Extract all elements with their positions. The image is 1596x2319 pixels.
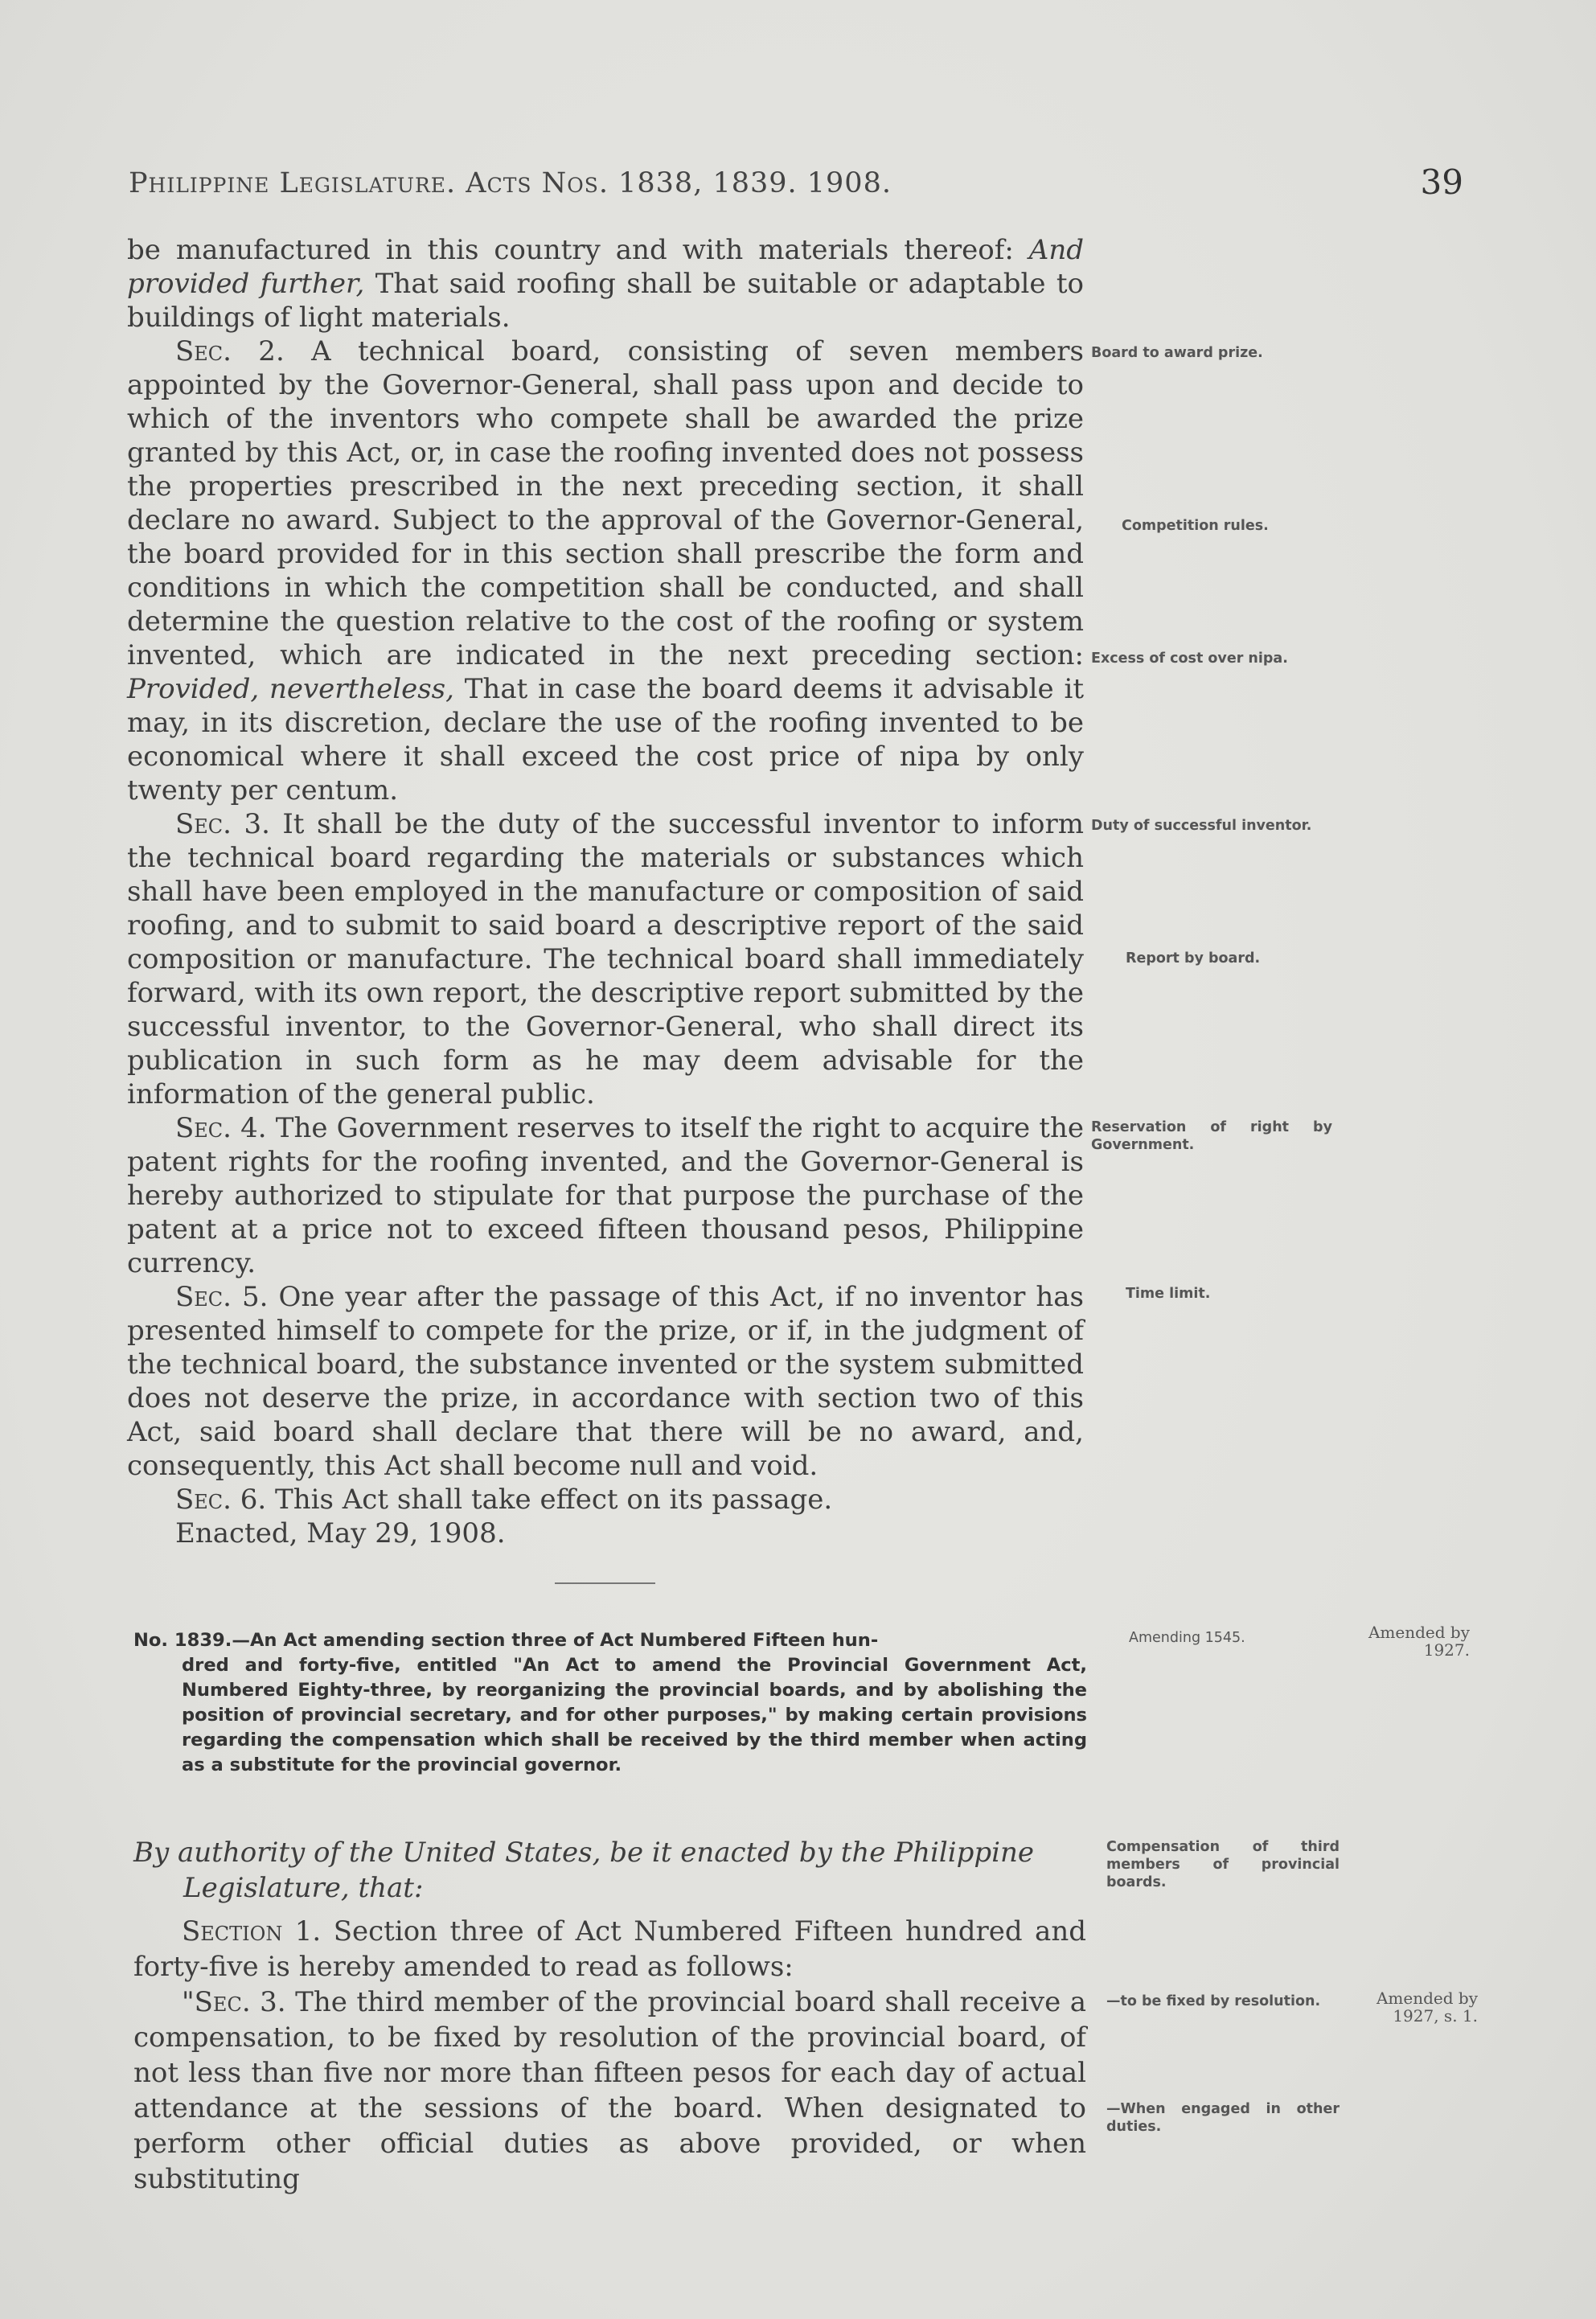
- margin-note-reservation: Reservation of right by Government.: [1091, 1119, 1332, 1153]
- margin-note-time-limit: Time limit.: [1126, 1286, 1211, 1302]
- margin-note-duty: Duty of successful inventor.: [1091, 818, 1312, 834]
- margin-note-compensation: Compensation of third members of provincial boards.: [1106, 1839, 1340, 1890]
- act-1838-continuation: [127, 233, 1084, 1550]
- margin-note-engaged: —When engaged in other duties.: [1106, 2101, 1340, 2135]
- section-4: Sec. 4. The Government reserves to itself the right to acquire the patent rights for the roofing invented, and the Governor-General is hereby authorized to stipulate for that purpose the purchase of the patent at a price not to exceed fifteen thousand pesos, Philippine currency.: [127, 1112, 1084, 1279]
- section-divider: [555, 1582, 655, 1584]
- section-3: Sec. 3. It shall be the duty of the successful inventor to inform the technical board regarding the materials or substances which shall have been employed in the manufacture or composition of said roofing, and to submit to said board a descriptive report of the said composition or manufacture. The technical board shall immediately forward, with its own report, the descriptive report submitted by the successful inventor, to the Governor-General, who shall direct its publication in such form as he may deem advisable for the information of the general public.: [127, 808, 1084, 1110]
- act-1839-body: [133, 1914, 1086, 2197]
- margin-note-excess: Excess of cost over nipa.: [1091, 651, 1288, 667]
- enacting-clause: By authority of the United States, be it enacted by the Philippine Legislature, that:: [133, 1837, 1035, 1904]
- margin-note-competition: Competition rules.: [1122, 518, 1269, 534]
- running-head: Philippine Legislature. Acts Nos. 1838, 1839. 1908.: [129, 167, 892, 199]
- amended-stamp-section: Amended by 1927, s. 1.: [1376, 1989, 1478, 2026]
- amended-stamp: Amended by 1927.: [1368, 1623, 1470, 1660]
- act-1839-title: No. 1839.—An Act amending section three of Act Numbered Fifteen hun- dred and forty-five, entitled "An Act to amend the Provincial Government Act, Numbered Eighty-three, by reorganizing the provincial boards, and by abolishing the position of provincial secretary, and for other purposes," by making certain provisions regarding the compensation which shall be received by the third member when acting as a substitute for the provincial governor.: [133, 1630, 1087, 1775]
- section-6: Sec. 6. This Act shall take effect on its passage.: [175, 1484, 833, 1516]
- margin-note-fixed: —to be fixed by resolution.: [1106, 1993, 1321, 2009]
- section-5: Sec. 5. One year after the passage of this Act, if no inventor has presented himself to compete for the prize, or if, in the judgment of the technical board, the substance invented or the system submitted does not deserve the prize, in accordance with section two of this Act, said board shall declare that there will be no award, and, consequently, this Act shall become null and void.: [127, 1281, 1084, 1482]
- paragraph-prize-conditions: be manufactured in this country and with materials thereof: And provided further, That said roofing shall be suitable or adaptable to buildings of light materials.: [127, 234, 1084, 334]
- margin-note-report: Report by board.: [1126, 950, 1261, 967]
- margin-note-board-award: Board to award prize.: [1091, 345, 1263, 361]
- page-number: 39: [1420, 162, 1463, 202]
- margin-note-amending: Amending 1545.: [1129, 1630, 1245, 1646]
- page-header: [129, 162, 1463, 207]
- enacted-date: Enacted, May 29, 1908.: [175, 1517, 506, 1549]
- amended-section-3: "Sec. 3. The third member of the provincial board shall receive a compensation, to be fixed by resolution of the provincial board, of not less than five nor more than fifteen pesos for each day of actual attendance at the sessions of the board. When designated to perform other official duties as above provided, or when substituting: [133, 1986, 1087, 2195]
- section-1: Section 1. Section three of Act Numbered Fifteen hundred and forty-five is hereby amended to read as follows:: [133, 1915, 1086, 1983]
- section-2: Sec. 2. A technical board, consisting of seven members appointed by the Governor-General, shall pass upon and decide to which of the inventors who compete shall be awarded the prize granted by this Act, or, in case the roofing invented does not possess the properties prescribed in the next preceding section, it shall declare no award. Subject to the approval of the Governor-General, the board provided for in this section shall prescribe the form and conditions in which the competition shall be conducted, and shall determine the question relative to the cost of the roofing or system invented, which are indicated in the next preceding section: Provided, nevertheless, That in case the board deems it advisable it may, in its discretion, declare the use of the roofing invented to be economical where it shall exceed the cost price of nipa by only twenty per centum.: [127, 335, 1084, 807]
